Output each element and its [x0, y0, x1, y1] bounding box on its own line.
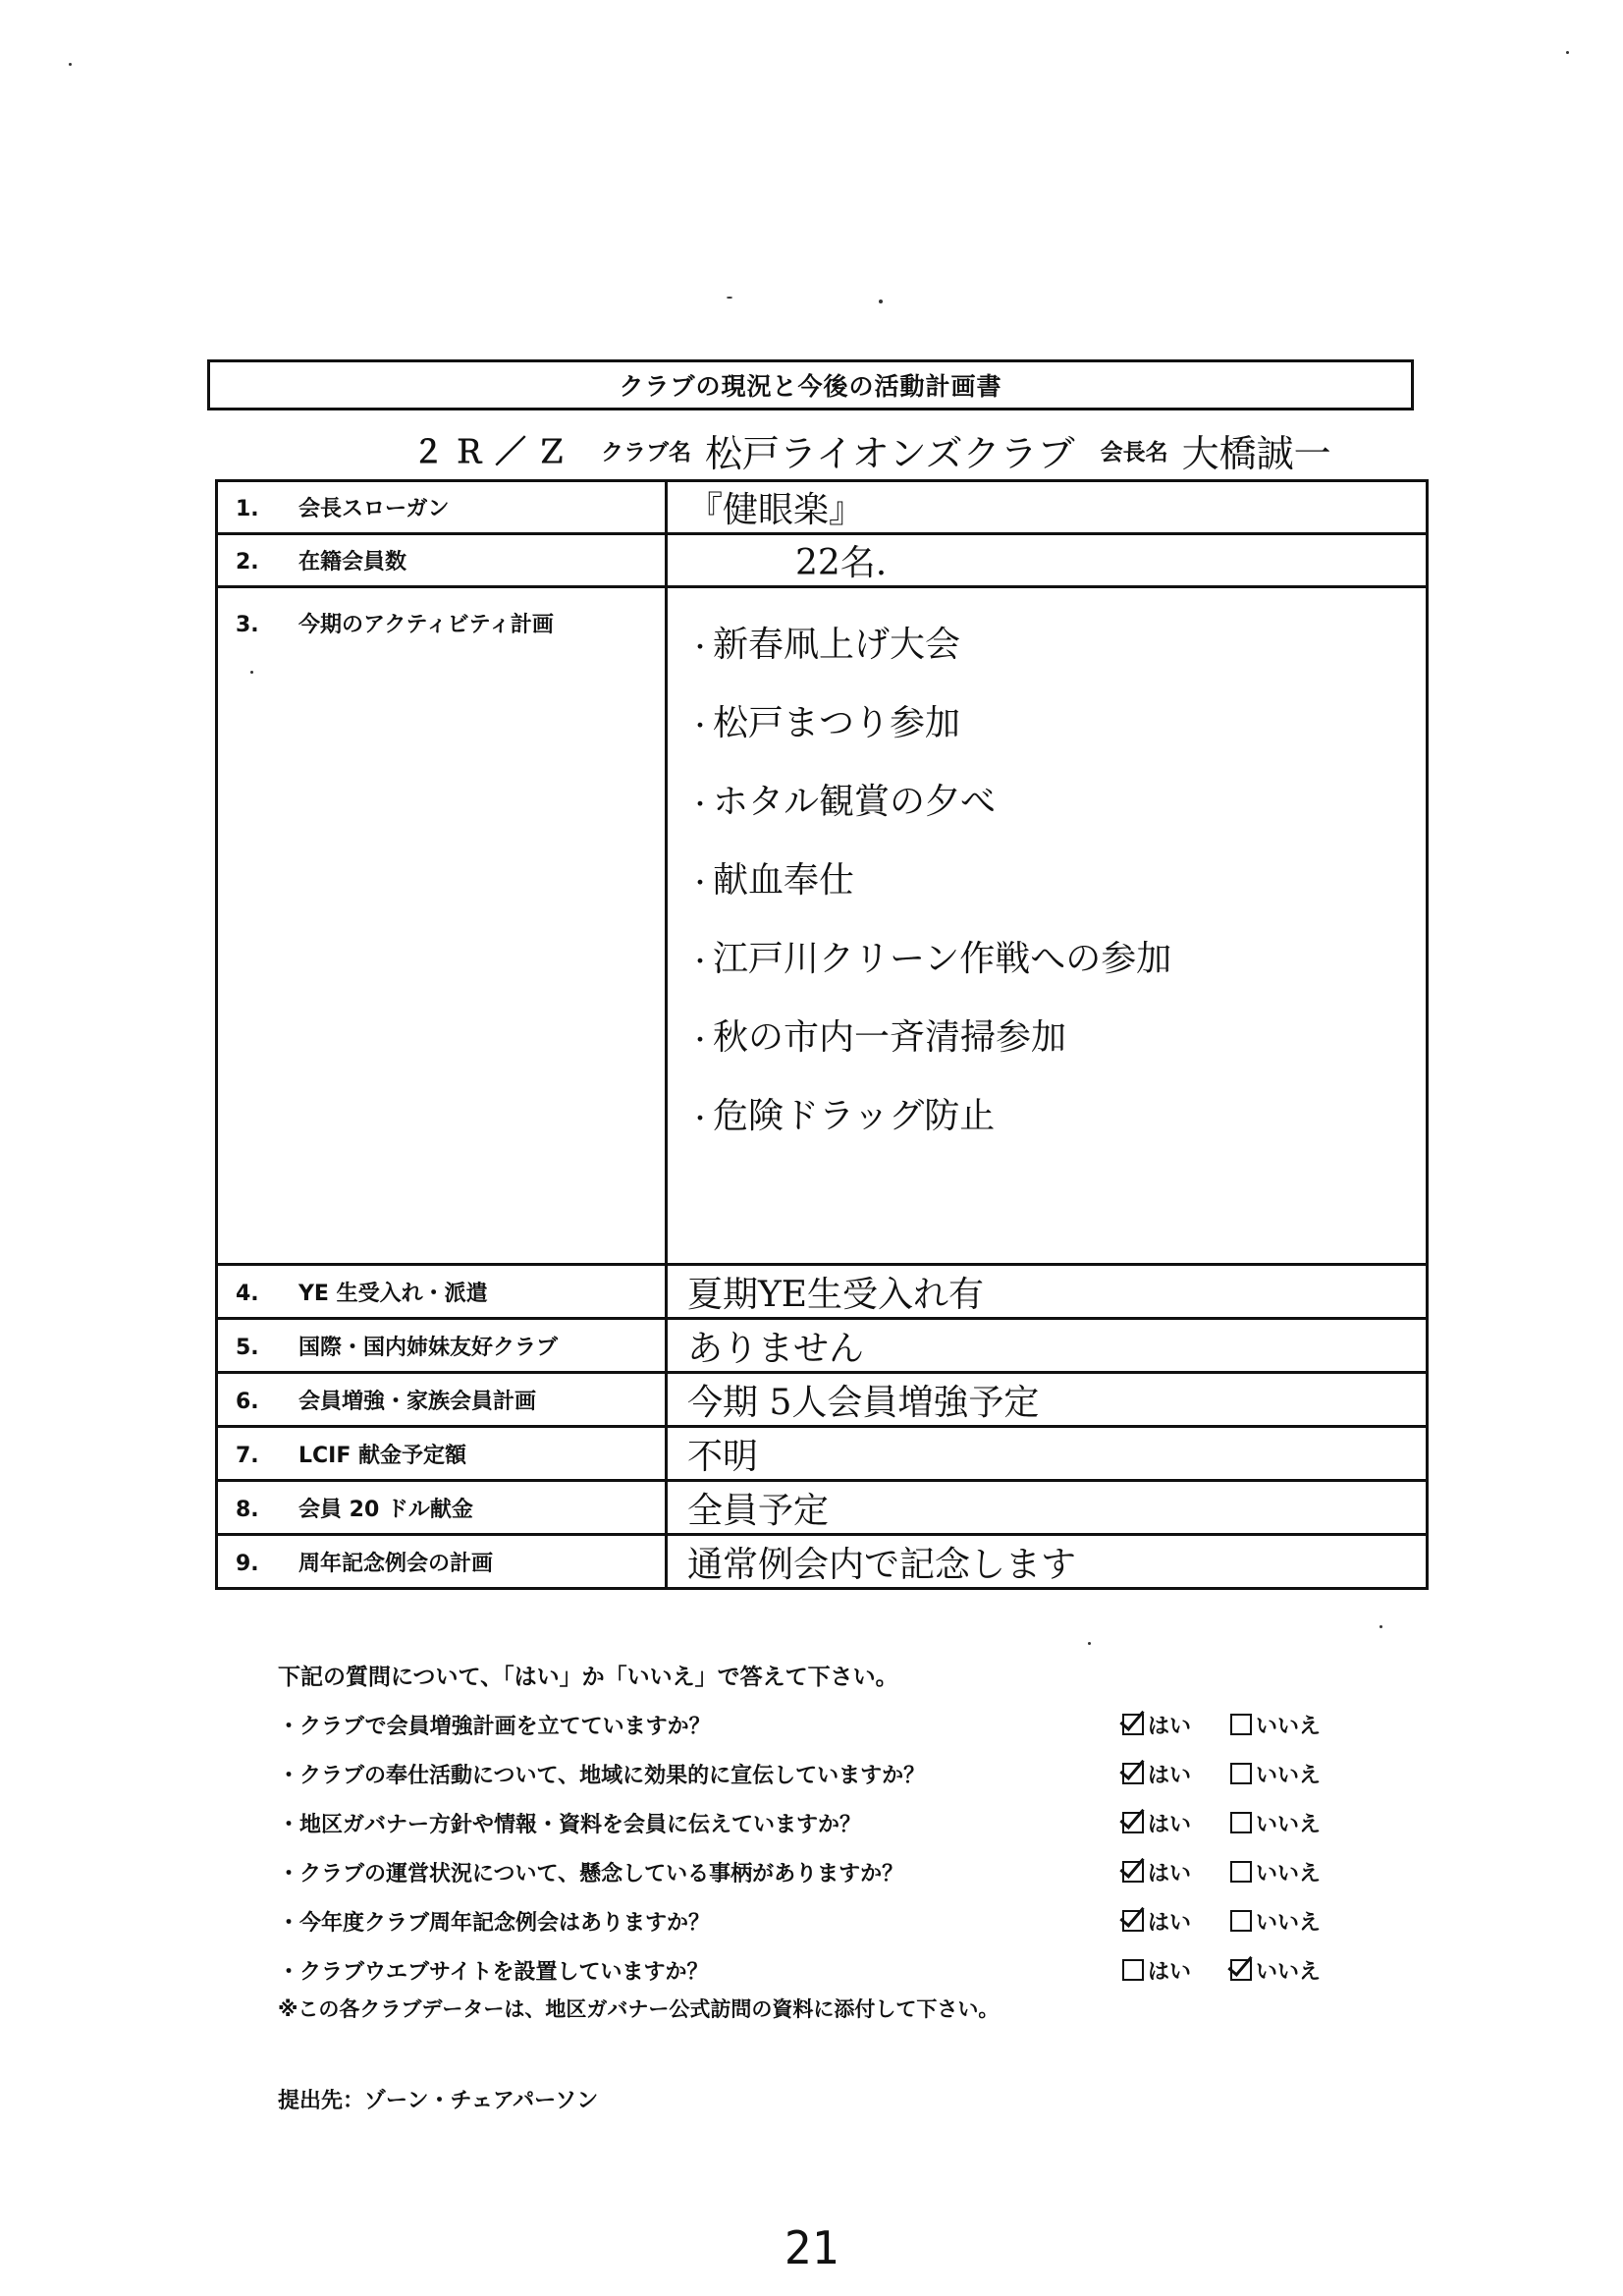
list-item: ・ 献血奉仕 [687, 842, 1426, 920]
question-text: ・クラブの運営状況について、懸念している事柄がありますか？ [278, 1861, 904, 1886]
question-row [278, 1798, 1387, 1847]
row-label: 5. 国際・国内姉妹友好クラブ [217, 1319, 667, 1373]
list-item: ・ 秋の市内一斉清掃参加 [687, 999, 1426, 1077]
list-item: ・ 危険ドラッグ防止 [687, 1077, 1426, 1156]
no-label: いいえ [1256, 1910, 1322, 1936]
yes-checkbox[interactable] [1122, 1812, 1144, 1833]
question-text: ・今年度クラブ周年記念例会はありますか？ [278, 1910, 711, 1936]
no-checkbox[interactable] [1230, 1861, 1252, 1883]
no-option[interactable] [1230, 1857, 1338, 1887]
attachment-note: ※この各クラブデーターは、地区ガバナー公式訪問の資料に添付して下さい。 [278, 1997, 1000, 2021]
row-label: 9. 周年記念例会の計画 [217, 1535, 667, 1589]
questionnaire [278, 1655, 1387, 1995]
club-code: ２Ｒ／Ｚ [412, 433, 578, 470]
submit-to: 提出先：ゾーン・チェアパーソン [278, 2089, 599, 2113]
no-checkbox[interactable] [1230, 1763, 1252, 1784]
club-info-line [412, 420, 1443, 479]
question-text: ・クラブの奉仕活動について、地域に効果的に宣伝していますか？ [278, 1763, 926, 1788]
yes-label: はい [1148, 1959, 1192, 1985]
row-label: 1. 会長スローガン [217, 481, 667, 534]
sister-club-answer: ありません [667, 1319, 1428, 1373]
club-name: 松戸ライオンズクラブ [705, 431, 1075, 475]
member-count-answer: 22名. [667, 534, 1428, 587]
yes-option[interactable] [1122, 1906, 1230, 1937]
table-row [217, 534, 1428, 587]
question-row [278, 1945, 1387, 1995]
question-text: ・地区ガバナー方針や情報・資料を会員に伝えていますか？ [278, 1812, 862, 1837]
no-option[interactable] [1230, 1759, 1338, 1789]
yes-option[interactable] [1122, 1759, 1230, 1789]
club-name-label: クラブ名 [601, 439, 692, 465]
no-option[interactable] [1230, 1808, 1338, 1838]
row-label: 3. 今期のアクティビティ計画 [217, 587, 667, 1265]
lcif-answer: 不明 [667, 1427, 1428, 1481]
yes-label: はい [1148, 1861, 1192, 1886]
table-row [217, 1481, 1428, 1535]
ye-answer: 夏期YE生受入れ有 [667, 1265, 1428, 1319]
list-item: ・ 江戸川クリーン作戦への参加 [687, 920, 1426, 999]
question-row [278, 1896, 1387, 1945]
table-row [217, 1427, 1428, 1481]
yes-label: はい [1148, 1763, 1192, 1788]
yes-label: はい [1148, 1910, 1192, 1936]
row-label: 2. 在籍会員数 [217, 534, 667, 587]
question-row [278, 1749, 1387, 1798]
no-label: いいえ [1256, 1861, 1322, 1886]
table-row [217, 587, 1428, 1265]
no-label: いいえ [1256, 1812, 1322, 1837]
yes-option[interactable] [1122, 1857, 1230, 1887]
row-label: 6. 会員増強・家族会員計画 [217, 1373, 667, 1427]
question-row [278, 1847, 1387, 1896]
questionnaire-intro: 下記の質問について、「はい」か「いいえ」で答えて下さい。 [278, 1665, 898, 1690]
activity-list [687, 606, 1426, 1156]
no-option[interactable] [1230, 1906, 1338, 1937]
yes-checkbox[interactable] [1122, 1714, 1144, 1735]
row-label: 4. YE 生受入れ・派遣 [217, 1265, 667, 1319]
no-label: いいえ [1256, 1714, 1322, 1739]
president-name: 大橋誠一 [1181, 431, 1331, 475]
row-label: 8. 会員 20 ドル献金 [217, 1481, 667, 1535]
activity-plan-table [215, 479, 1429, 1590]
no-checkbox[interactable] [1230, 1714, 1252, 1735]
question-row [278, 1700, 1387, 1749]
slogan-answer: 『健眼楽』 [667, 481, 1428, 534]
no-checkbox[interactable] [1230, 1910, 1252, 1932]
table-row [217, 481, 1428, 534]
question-text: ・クラブウエブサイトを設置していますか？ [278, 1959, 709, 1985]
yes-checkbox[interactable] [1122, 1763, 1144, 1784]
president-label: 会長名 [1100, 439, 1168, 465]
yes-checkbox[interactable] [1122, 1959, 1144, 1981]
list-item: ・ 松戸まつり参加 [687, 684, 1426, 763]
no-label: いいえ [1256, 1959, 1322, 1985]
table-row [217, 1535, 1428, 1589]
yes-checkbox[interactable] [1122, 1861, 1144, 1883]
yes-option[interactable] [1122, 1955, 1230, 1986]
row-label: 7. LCIF 献金予定額 [217, 1427, 667, 1481]
list-item: ・ ホタル観賞の夕べ [687, 763, 1426, 842]
yes-label: はい [1148, 1812, 1192, 1837]
no-checkbox[interactable] [1230, 1959, 1252, 1981]
yes-label: はい [1148, 1714, 1192, 1739]
page-number: 21 [784, 2221, 839, 2274]
yes-option[interactable] [1122, 1710, 1230, 1740]
list-item: ・ 新春凧上げ大会 [687, 606, 1426, 684]
membership-plan-answer: 今期 5人会員増強予定 [667, 1373, 1428, 1427]
no-option[interactable] [1230, 1710, 1338, 1740]
no-option[interactable] [1230, 1955, 1338, 1986]
question-text: ・クラブで会員増強計画を立てていますか？ [278, 1714, 711, 1739]
activity-plan-answer [667, 587, 1428, 1265]
yes-checkbox[interactable] [1122, 1910, 1144, 1932]
table-row [217, 1373, 1428, 1427]
yes-option[interactable] [1122, 1808, 1230, 1838]
anniversary-answer: 通常例会内で記念します [667, 1535, 1428, 1589]
document-title: クラブの現況と今後の活動計画書 [207, 359, 1414, 410]
donation-answer: 全員予定 [667, 1481, 1428, 1535]
table-row [217, 1319, 1428, 1373]
no-checkbox[interactable] [1230, 1812, 1252, 1833]
table-row [217, 1265, 1428, 1319]
no-label: いいえ [1256, 1763, 1322, 1788]
